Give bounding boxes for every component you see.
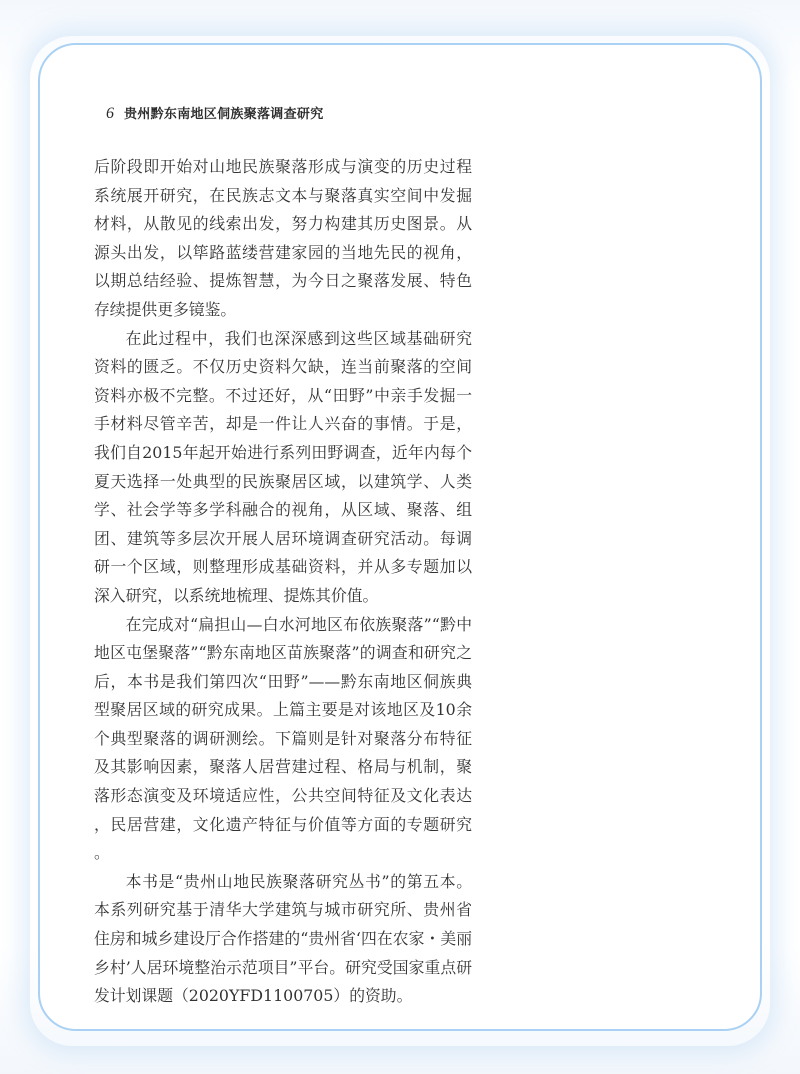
paragraph: 本书是“贵州山地民族聚落研究丛书”的第五本。本系列研究基于清华大学建筑与城市研究所、贵州省住房和城乡建设厅合作搭建的“贵州省‘四在农家・美丽乡村’人居环境整治示范项目”平台。研究受国家重点研发计划课题（2020YFD1100705）的资助。	[94, 871, 472, 1006]
body-text	[94, 153, 472, 1011]
page-number: 6	[106, 105, 114, 122]
paragraph-continued: 后阶段即开始对山地民族聚落形成与演变的历史过程系统展开研究，在民族志文本与聚落真实空间中发掘材料，从散见的线索出发，努力构建其历史图景。从源头出发，以筚路蓝缕营建家园的当地先民的视角，以期总结经验、提炼智慧，为今日之聚落发展、特色存续提供更多镜鉴。	[94, 157, 472, 319]
book-title: 贵州黔东南地区侗族聚落调查研究	[124, 107, 324, 122]
running-head	[106, 103, 324, 125]
paragraph: 在完成对“扁担山—白水河地区布依族聚落”“黔中地区屯堡聚落”“黔东南地区苗族聚落”的调查和研究之后，本书是我们第四次“田野”——黔东南地区侗族典型聚居区域的研究成果。上篇主要是对该地区及10余个典型聚落的调研测绘。下篇则是针对聚落分布特征及其影响因素，聚落人居营建过程、格局与机制，聚落形态演变及环境适应性，公共空间特征及文化表达，民居营建，文化遗产特征与价值等方面的专题研究。	[94, 614, 472, 863]
paragraph: 在此过程中，我们也深深感到这些区域基础研究资料的匮乏。不仅历史资料欠缺，连当前聚落的空间资料亦极不完整。不过还好，从“田野”中亲手发掘一手材料尽管辛苦，却是一件让人兴奋的事情。于是，我们自2015年起开始进行系列田野调查，近年内每个夏天选择一处典型的民族聚居区域，以建筑学、人类学、社会学等多学科融合的视角，从区域、聚落、组团、建筑等多层次开展人居环境调查研究活动。每调研一个区域，则整理形成基础资料，并从多专题加以深入研究，以系统地梳理、提炼其价值。	[94, 328, 472, 605]
page-card	[38, 43, 762, 1031]
